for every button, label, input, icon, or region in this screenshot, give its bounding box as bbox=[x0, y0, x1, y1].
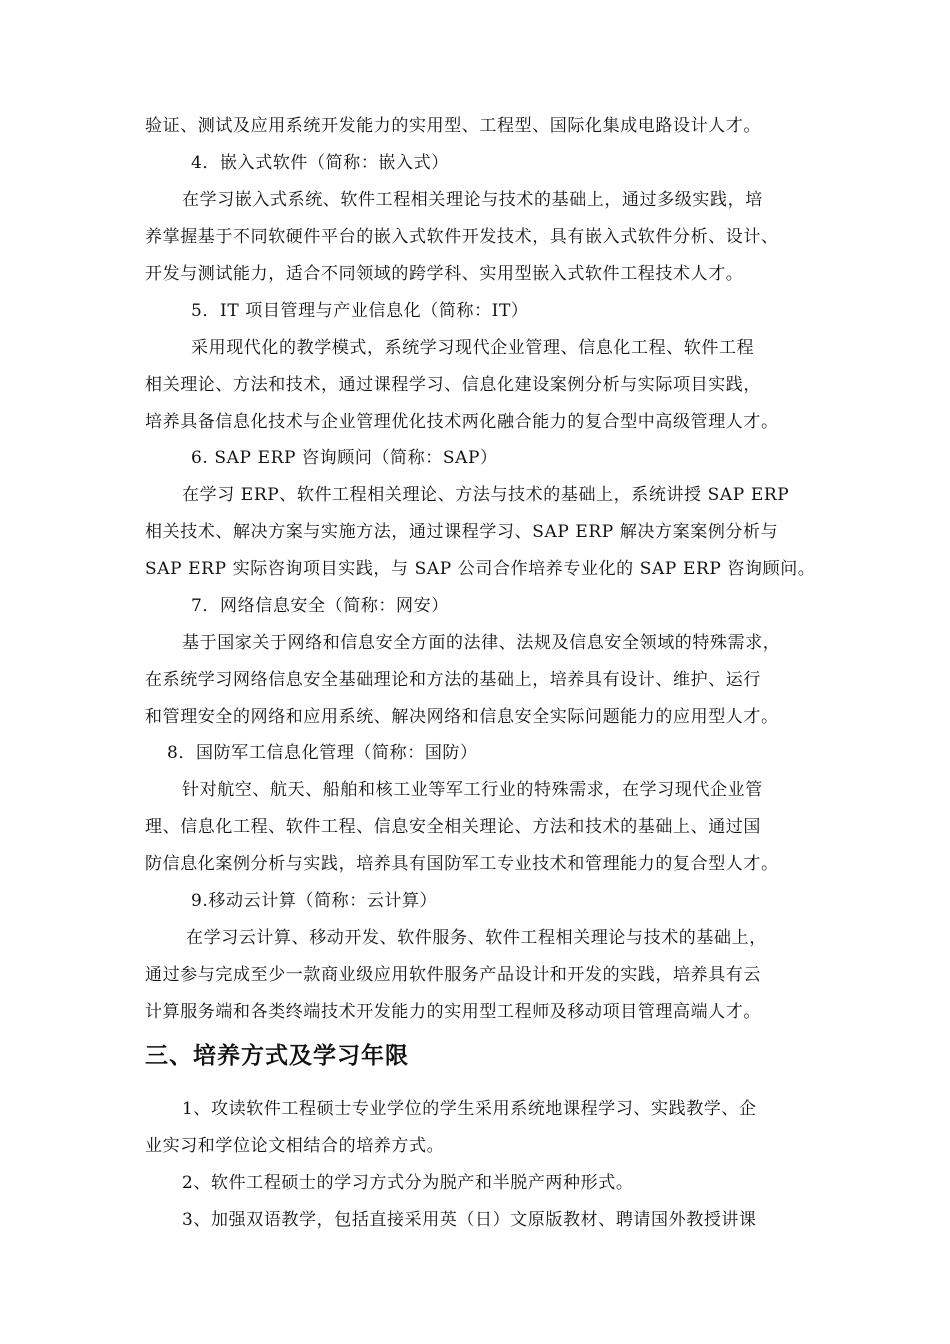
direction-4-title: 4．嵌入式软件（简称：嵌入式） bbox=[191, 153, 449, 173]
direction-8-line-1: 针对航空、航天、船舶和核工业等军工行业的特殊需求，在学习现代企业管 bbox=[182, 780, 763, 800]
section-3-line-3: 2、软件工程硕士的学习方式分为脱产和半脱产两种形式。 bbox=[182, 1173, 634, 1193]
direction-6-title: 6. SAP ERP 咨询顾问（简称：SAP） bbox=[191, 448, 498, 468]
intro-tail-line: 验证、测试及应用系统开发能力的实用型、工程型、国际化集成电路设计人才。 bbox=[145, 116, 761, 136]
direction-8-line-3: 防信息化案例分析与实践，培养具有国防军工专业技术和管理能力的复合型人才。 bbox=[145, 854, 779, 874]
direction-7-line-3: 和管理安全的网络和应用系统、解决网络和信息安全实际问题能力的应用型人才。 bbox=[145, 707, 779, 727]
direction-6-line-1: 在学习 ERP、软件工程相关理论、方法与技术的基础上，系统讲授 SAP ERP bbox=[182, 485, 790, 505]
direction-8-line-2: 理、信息化工程、软件工程、信息安全相关理论、方法和技术的基础上、通过国 bbox=[145, 817, 761, 837]
direction-5-line-1: 采用现代化的教学模式，系统学习现代企业管理、信息化工程、软件工程 bbox=[191, 338, 755, 358]
section-3-line-4: 3、加强双语教学，包括直接采用英（日）文原版教材、聘请国外教授讲课 bbox=[182, 1210, 757, 1230]
section-3-line-1: 1、攻读软件工程硕士专业学位的学生采用系统地课程学习、实践教学、企 bbox=[182, 1099, 757, 1119]
direction-9-line-2: 通过参与完成至少一款商业级应用软件服务产品设计和开发的实践，培养具有云 bbox=[145, 965, 761, 985]
direction-8-title: 8．国防军工信息化管理（简称：国防） bbox=[167, 743, 478, 763]
direction-6-line-2: 相关技术、解决方案与实施方法，通过课程学习、SAP ERP 解决方案案例分析与 bbox=[145, 522, 779, 542]
direction-4-line-2: 养掌握基于不同软硬件平台的嵌入式软件开发技术，具有嵌入式软件分析、设计、 bbox=[145, 227, 779, 247]
direction-9-line-3: 计算服务端和各类终端技术开发能力的实用型工程师及移动项目管理高端人才。 bbox=[145, 1002, 761, 1022]
direction-4-line-1: 在学习嵌入式系统、软件工程相关理论与技术的基础上，通过多级实践，培 bbox=[182, 190, 763, 210]
section-3-heading: 三、培养方式及学习年限 bbox=[145, 1043, 409, 1069]
direction-6-line-3: SAP ERP 实际咨询项目实践，与 SAP 公司合作培养专业化的 SAP ERP 咨询顾问。 bbox=[145, 559, 816, 579]
direction-7-line-2: 在系统学习网络信息安全基础理论和方法的基础上，培养具有设计、维护、运行 bbox=[145, 670, 761, 690]
direction-5-line-3: 培养具备信息化技术与企业管理优化技术两化融合能力的复合型中高级管理人才。 bbox=[145, 412, 779, 432]
direction-5-line-2: 相关理论、方法和技术，通过课程学习、信息化建设案例分析与实际项目实践， bbox=[145, 375, 761, 395]
direction-7-line-1: 基于国家关于网络和信息安全方面的法律、法规及信息安全领域的特殊需求， bbox=[182, 633, 781, 653]
section-3-line-2: 业实习和学位论文相结合的培养方式。 bbox=[145, 1136, 445, 1156]
direction-9-title: 9.移动云计算（简称：云计算） bbox=[191, 891, 438, 911]
direction-9-line-1: 在学习云计算、移动开发、软件服务、软件工程相关理论与技术的基础上， bbox=[186, 928, 767, 948]
direction-7-title: 7．网络信息安全（简称：网安） bbox=[191, 596, 449, 616]
direction-4-line-3: 开发与测试能力，适合不同领域的跨学科、实用型嵌入式软件工程技术人才。 bbox=[145, 264, 744, 284]
direction-5-title: 5．IT 项目管理与产业信息化（简称：IT） bbox=[191, 301, 529, 321]
